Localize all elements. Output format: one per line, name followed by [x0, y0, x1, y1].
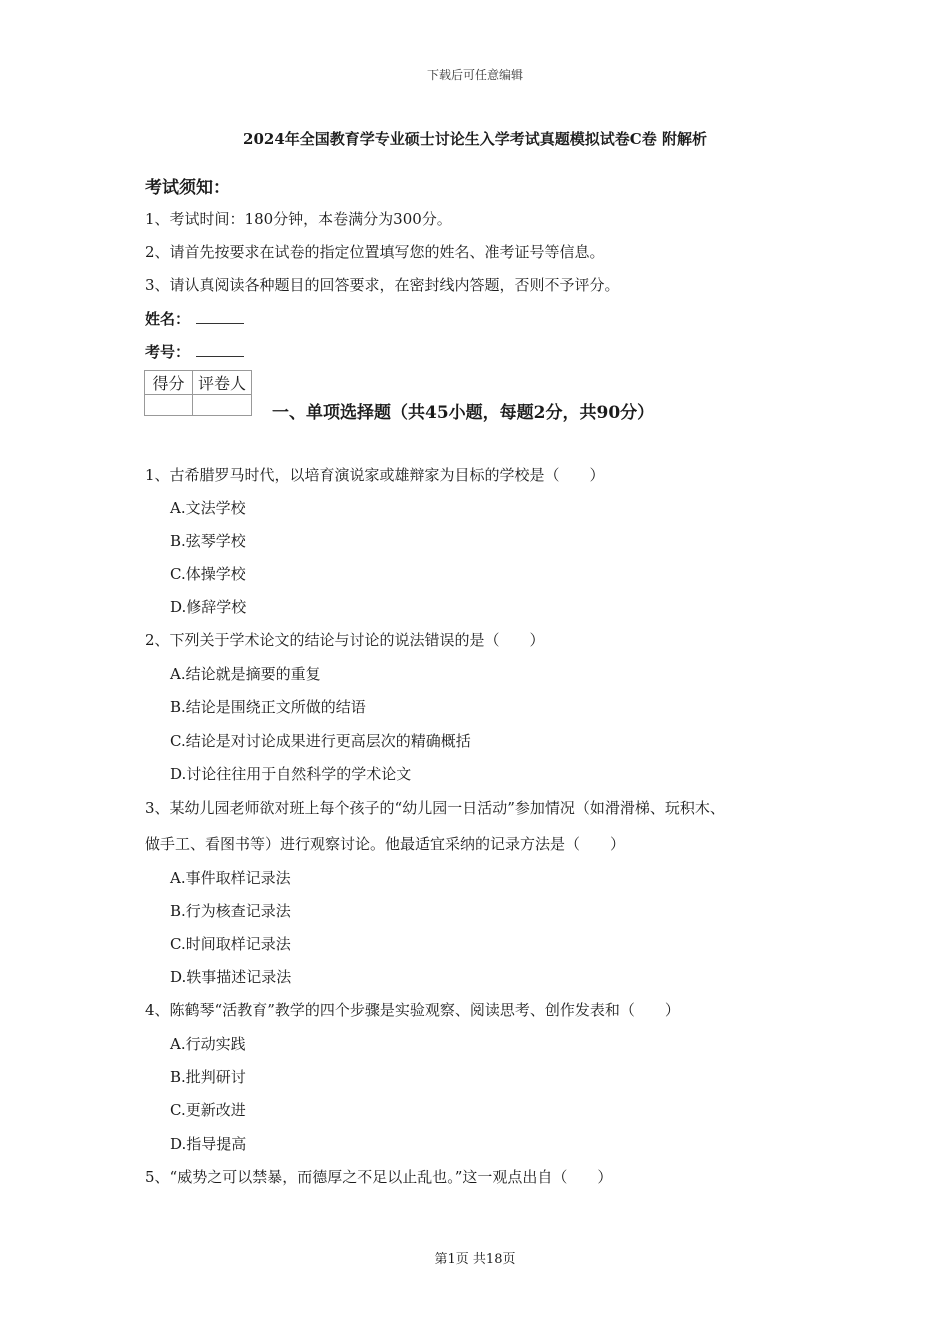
notice-item: 1、考试时间：180分钟，本卷满分为300分。: [145, 210, 452, 228]
question-option: C.体操学校: [170, 565, 246, 583]
question-stem: 1、古希腊罗马时代，以培育演说家或雄辩家为目标的学校是（ ）: [145, 466, 605, 484]
page-footer: 第1页 共18页: [434, 1252, 516, 1267]
score-table: [144, 370, 252, 416]
question-stem: 3、某幼儿园老师欲对班上每个孩子的“幼儿园一日活动”参加情况（如滑滑梯、玩积木、: [145, 799, 725, 817]
score-cell[interactable]: [145, 395, 193, 416]
notice-item: 3、请认真阅读各种题目的回答要求，在密封线内答题，否则不予评分。: [145, 276, 620, 294]
header-note: 下载后可任意编辑: [426, 68, 523, 82]
notice-item: 2、请首先按要求在试卷的指定位置填写您的姓名、准考证号等信息。: [145, 243, 605, 261]
name-label: 姓名：: [145, 310, 191, 328]
notice-heading: 考试须知：: [145, 178, 230, 198]
question-option: D.轶事描述记录法: [170, 968, 292, 986]
question-option: A.事件取样记录法: [170, 869, 291, 887]
question-option: B.结论是围绕正文所做的结语: [170, 698, 366, 716]
question-option: A.行动实践: [170, 1035, 246, 1053]
question-option: D.指导提高: [170, 1135, 247, 1153]
question-option: A.文法学校: [170, 499, 246, 517]
question-option: A.结论就是摘要的重复: [170, 665, 321, 683]
question-option: C.更新改进: [170, 1101, 246, 1119]
question-option: D.修辞学校: [170, 598, 247, 616]
question-option: D.讨论往往用于自然科学的学术论文: [170, 765, 412, 783]
section-title: 一、单项选择题（共45小题，每题2分，共90分）: [272, 403, 655, 423]
document-title: 2024年全国教育学专业硕士讨论生入学考试真题模拟试卷C卷 附解析: [243, 130, 707, 148]
question-option: B.批判研讨: [170, 1068, 246, 1086]
question-stem: 2、下列关于学术论文的结论与讨论的说法错误的是（ ）: [145, 631, 545, 649]
question-stem: 5、“威势之可以禁暴，而德厚之不足以止乱也。”这一观点出自（ ）: [145, 1168, 613, 1186]
question-option: C.结论是对讨论成果进行更高层次的精确概括: [170, 732, 471, 750]
id-label: 考号：: [145, 343, 191, 361]
name-field: [145, 308, 244, 329]
score-header: 得分: [145, 371, 193, 395]
id-blank[interactable]: [196, 344, 244, 357]
grader-header: 评卷人: [193, 371, 252, 395]
question-option: B.行为核查记录法: [170, 902, 291, 920]
question-option: B.弦琴学校: [170, 532, 246, 550]
question-stem: 4、陈鹤琴“活教育”教学的四个步骤是实验观察、阅读思考、创作发表和（ ）: [145, 1001, 680, 1019]
question-stem-continued: 做手工、看图书等）进行观察讨论。他最适宜采纳的记录方法是（ ）: [145, 835, 626, 853]
id-field: [145, 341, 244, 362]
grader-cell[interactable]: [193, 395, 252, 416]
name-blank[interactable]: [196, 311, 244, 324]
question-option: C.时间取样记录法: [170, 935, 291, 953]
